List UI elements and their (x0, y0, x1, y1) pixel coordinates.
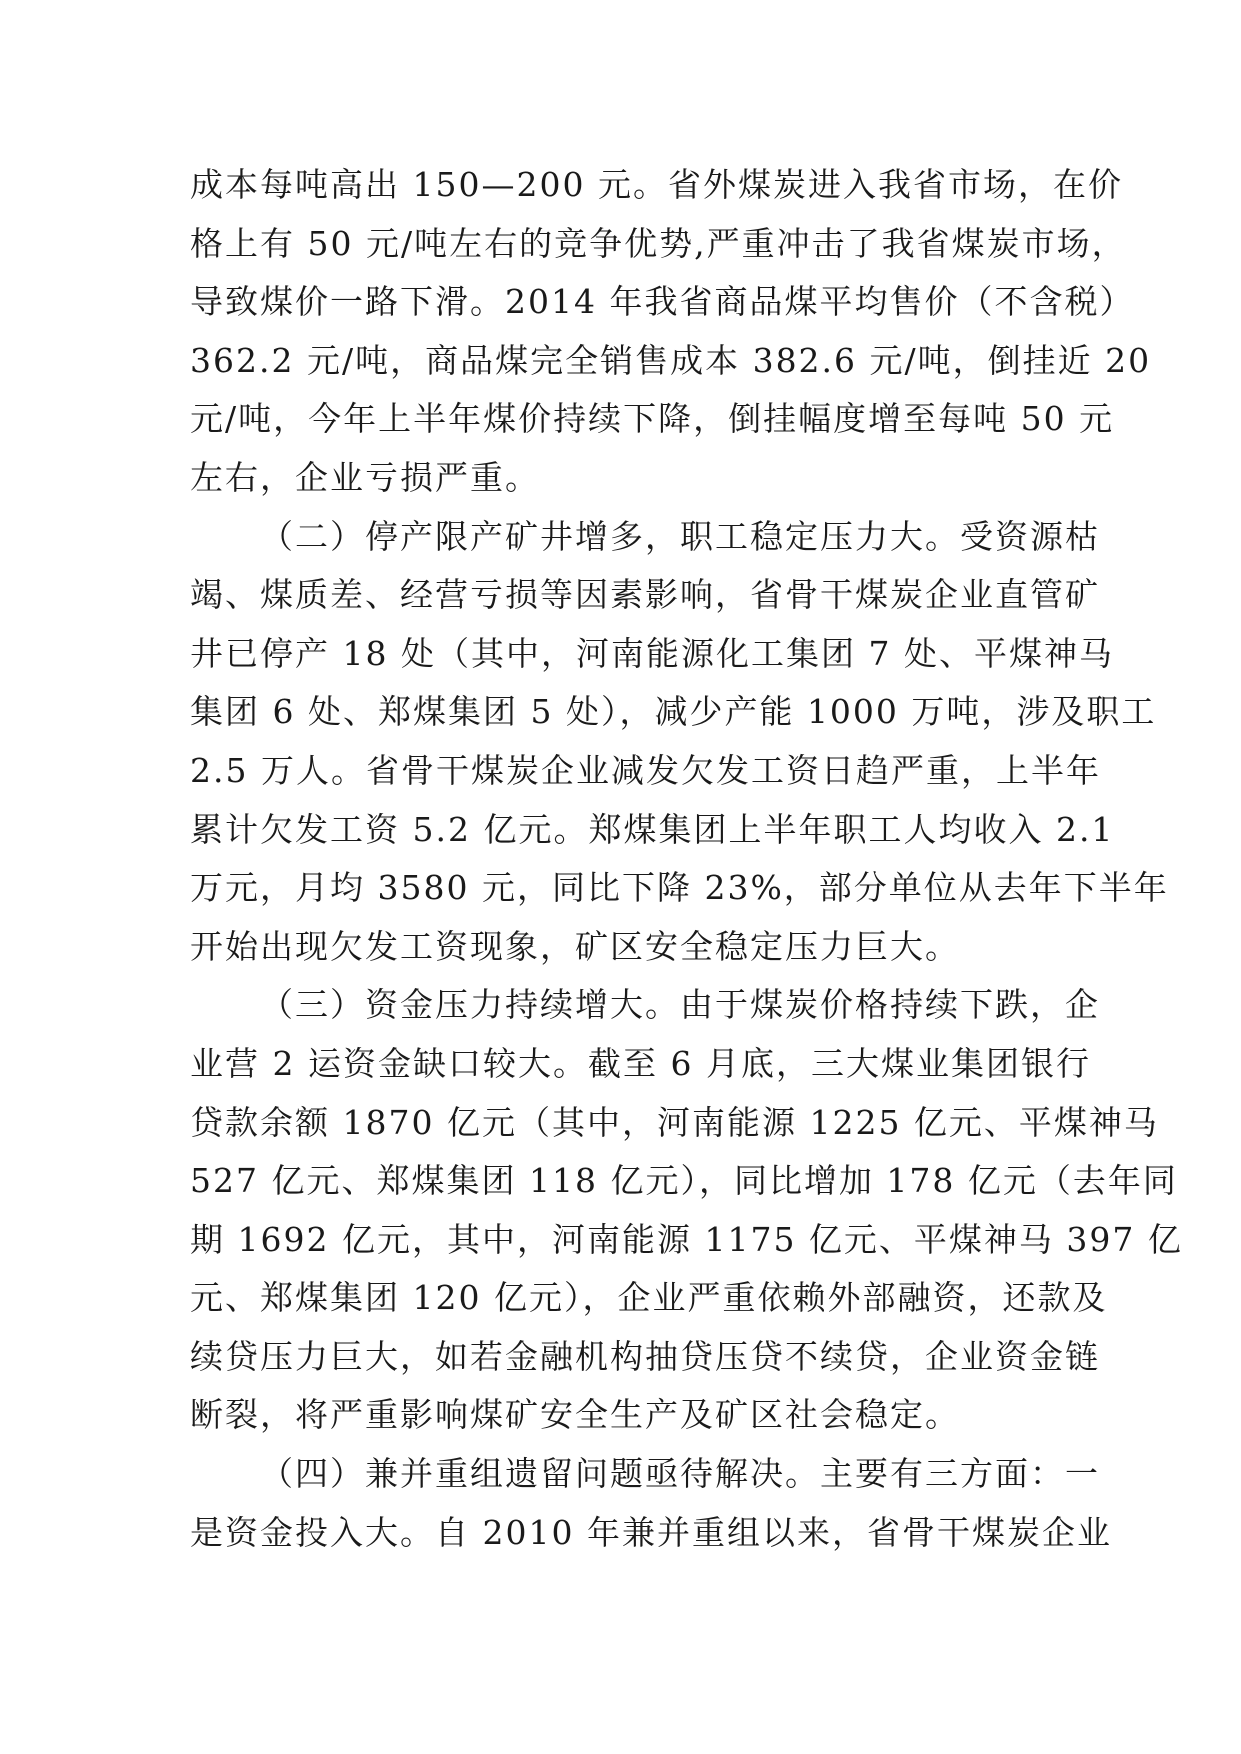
text-line: 362.2 元/吨，商品煤完全销售成本 382.6 元/吨，倒挂近 20 (190, 340, 1152, 380)
paragraph-funding-pressure (190, 976, 1183, 1445)
paragraph-cost-comparison (190, 156, 1152, 508)
text-line: 贷款余额 1870 亿元（其中，河南能源 1225 亿元、平煤神马 (190, 1102, 1159, 1142)
paragraph-merger-issues (190, 1445, 1112, 1562)
text-line: 万元，月均 3580 元，同比下降 23%，部分单位从去年下半年 (190, 868, 1169, 908)
text-line: （四）兼并重组遗留问题亟待解决。主要有三方面：一 (260, 1454, 1100, 1494)
text-line: 集团 6 处、郑煤集团 5 处），减少产能 1000 万吨，涉及职工 (190, 692, 1157, 732)
text-line: 断裂，将严重影响煤矿安全生产及矿区社会稳定。 (190, 1395, 960, 1435)
document-body (190, 156, 1183, 1562)
text-line: 导致煤价一路下滑。2014 年我省商品煤平均售价（不含税） (190, 282, 1135, 322)
text-line: 业营 2 运资金缺口较大。截至 6 月底，三大煤业集团银行 (190, 1043, 1091, 1083)
paragraph-mine-shutdowns (190, 508, 1169, 977)
text-line: 开始出现欠发工资现象，矿区安全稳定压力巨大。 (190, 926, 960, 966)
text-line: 累计欠发工资 5.2 亿元。郑煤集团上半年职工人均收入 2.1 (190, 809, 1115, 849)
text-line: 527 亿元、郑煤集团 118 亿元），同比增加 178 亿元（去年同 (190, 1161, 1178, 1201)
text-line: 左右，企业亏损严重。 (190, 457, 540, 497)
text-line: 元/吨，今年上半年煤价持续下降，倒挂幅度增至每吨 50 元 (190, 399, 1115, 439)
text-line: 元、郑煤集团 120 亿元），企业严重依赖外部融资，还款及 (190, 1278, 1108, 1318)
text-line: 是资金投入大。自 2010 年兼并重组以来，省骨干煤炭企业 (190, 1512, 1112, 1552)
text-line: （二）停产限产矿井增多，职工稳定压力大。受资源枯 (260, 516, 1100, 556)
text-line: （三）资金压力持续增大。由于煤炭价格持续下跌，企 (260, 985, 1100, 1025)
text-line: 竭、煤质差、经营亏损等因素影响，省骨干煤炭企业直管矿 (190, 575, 1100, 615)
text-line: 续贷压力巨大，如若金融机构抽贷压贷不续贷，企业资金链 (190, 1336, 1100, 1376)
text-line: 成本每吨高出 150—200 元。省外煤炭进入我省市场，在价 (190, 165, 1123, 204)
text-line: 井已停产 18 处（其中，河南能源化工集团 7 处、平煤神马 (190, 633, 1114, 673)
text-line: 2.5 万人。省骨干煤炭企业减发欠发工资日趋严重，上半年 (190, 750, 1101, 790)
text-line: 格上有 50 元/吨左右的竞争优势,严重冲击了我省煤炭市场， (190, 223, 1127, 263)
text-line: 期 1692 亿元，其中，河南能源 1175 亿元、平煤神马 397 亿 (190, 1219, 1183, 1259)
